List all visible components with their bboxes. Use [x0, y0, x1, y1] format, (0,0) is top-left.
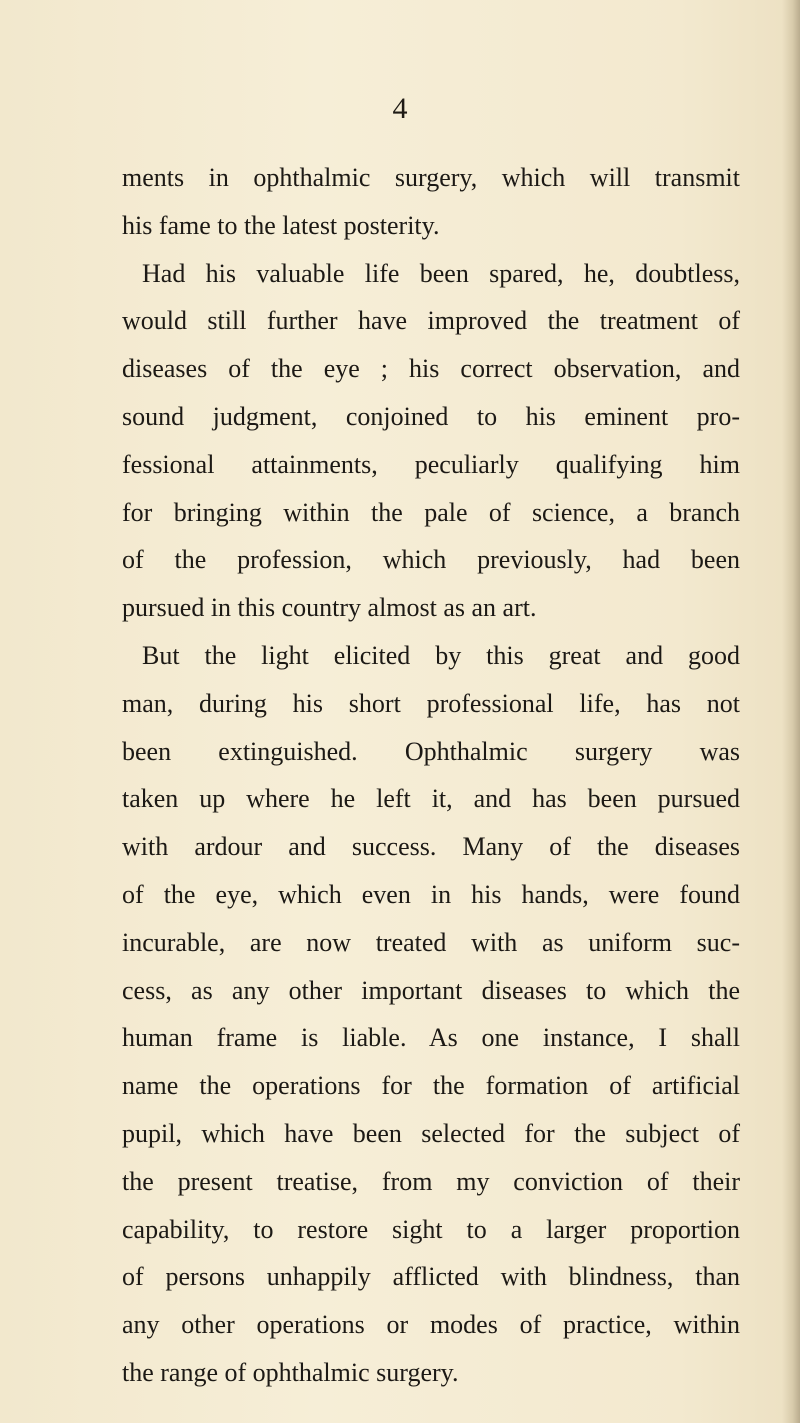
text-line: ments in ophthalmic surgery, which will transmit — [122, 163, 740, 192]
text-line: name the operations for the formation of artificial — [122, 1071, 740, 1101]
text-line: pursued in this country almost as an art. — [122, 593, 537, 623]
text-line: sound judgment, conjoined to his eminent pro- — [122, 401, 740, 431]
text-line: of the eye, which even in his hands, were found — [122, 879, 740, 909]
text-line: diseases of the eye ; his correct observation, and — [122, 354, 740, 384]
text-line: fessional attainments, peculiarly qualifying him — [122, 449, 740, 479]
text-line: his fame to the latest posterity. — [122, 210, 440, 240]
text-line: incurable, are now treated with as uniform suc- — [122, 927, 740, 957]
text-line: human frame is liable. As one instance, I shall — [122, 1023, 740, 1053]
text-line: taken up where he left it, and has been pursued — [122, 784, 740, 814]
text-line: been extinguished. Ophthalmic surgery was — [122, 736, 740, 766]
text-line: Had his valuable life been spared, he, doubtless, — [142, 258, 740, 288]
text-line: would still further have improved the treatment of — [122, 306, 740, 336]
text-line: the present treatise, from my conviction of their — [122, 1166, 740, 1196]
text-line: any other operations or modes of practice, within — [122, 1310, 740, 1340]
text-line: capability, to restore sight to a larger proportion — [122, 1214, 740, 1244]
text-line: cess, as any other important diseases to which the — [122, 975, 740, 1005]
page-edge-shadow — [782, 0, 800, 1423]
page-number: 4 — [392, 92, 408, 125]
text-line: of persons unhappily afflicted with blindness, than — [122, 1262, 740, 1292]
text-line: the range of ophthalmic surgery. — [122, 1357, 459, 1387]
text-line: of the profession, which previously, had been — [122, 545, 740, 575]
text-line: with ardour and success. Many of the diseases — [122, 832, 740, 862]
text-line: man, during his short professional life, has not — [122, 688, 740, 718]
text-line: But the light elicited by this great and good — [142, 640, 740, 670]
body-text — [122, 154, 740, 1397]
text-line: for bringing within the pale of science, a branch — [122, 497, 740, 527]
text-line: pupil, which have been selected for the subject of — [122, 1118, 740, 1148]
